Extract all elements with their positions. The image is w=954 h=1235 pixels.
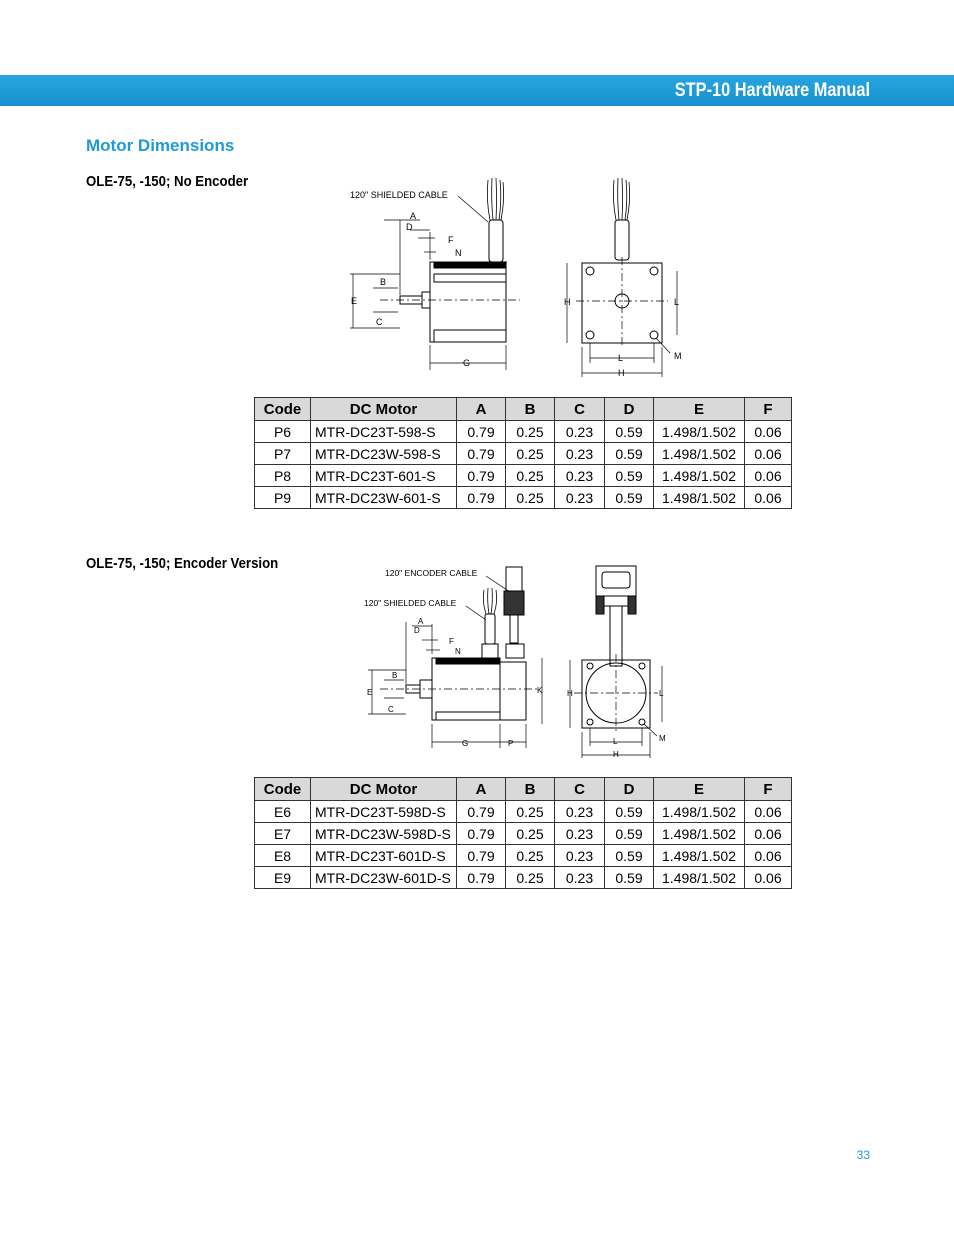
table-header-row (255, 398, 792, 421)
dim2-g-label: G (462, 739, 469, 748)
dim2-a-label: A (418, 617, 424, 626)
cell-b: 0.25 (506, 443, 555, 465)
table-no-encoder (254, 397, 792, 509)
col-header-b: B (506, 778, 555, 801)
dim-m-label: M (674, 351, 682, 361)
cell-dc-motor: MTR-DC23T-601D-S (311, 845, 457, 867)
col-header-c: C (555, 398, 605, 421)
col-header-b: B (506, 398, 555, 421)
drawing1-title: OLE-75, -150; No Encoder (86, 173, 249, 190)
col-header-d: D (605, 398, 654, 421)
cell-f: 0.06 (745, 465, 792, 487)
drawing1-side-view (340, 170, 540, 380)
cell-c: 0.23 (555, 443, 605, 465)
dim2-b-label: B (392, 671, 398, 680)
dim-l-label: L (674, 297, 680, 307)
dim-n-label: N (455, 248, 462, 258)
cell-d: 0.59 (605, 801, 654, 823)
cell-b: 0.25 (506, 465, 555, 487)
col-header-f: F (745, 398, 792, 421)
col-header-a: A (457, 398, 506, 421)
table-row (255, 465, 792, 487)
cell-c: 0.23 (555, 867, 605, 889)
cell-c: 0.23 (555, 487, 605, 509)
cell-dc-motor: MTR-DC23W-601-S (311, 487, 457, 509)
cell-b: 0.25 (506, 867, 555, 889)
col-header-e: E (654, 778, 745, 801)
dim-h-bottom-label: H (618, 368, 625, 378)
cell-f: 0.06 (745, 867, 792, 889)
cell-d: 0.59 (605, 487, 654, 509)
table-row (255, 421, 792, 443)
cell-b: 0.25 (506, 845, 555, 867)
dim2-d-label: D (414, 626, 420, 635)
cell-f: 0.06 (745, 487, 792, 509)
table-row (255, 487, 792, 509)
table-row (255, 801, 792, 823)
table-row (255, 867, 792, 889)
cell-a: 0.79 (457, 443, 506, 465)
cell-code: P7 (255, 443, 311, 465)
col-header-f: F (745, 778, 792, 801)
cell-code: P9 (255, 487, 311, 509)
cell-a: 0.79 (457, 421, 506, 443)
dim-c-label: C (376, 317, 383, 327)
drawing1-cable-label: 120" SHIELDED CABLE (350, 190, 448, 200)
cell-c: 0.23 (555, 845, 605, 867)
cell-f: 0.06 (745, 845, 792, 867)
col-header-c: C (555, 778, 605, 801)
section-title: Motor Dimensions (86, 136, 235, 155)
dim2-f-label: F (449, 637, 454, 646)
cell-a: 0.79 (457, 823, 506, 845)
cell-f: 0.06 (745, 443, 792, 465)
dim-a-label: A (410, 211, 417, 221)
dim-g-label: G (463, 358, 471, 368)
dim-h-label: H (564, 297, 571, 307)
dim2-h-bottom-label: H (613, 750, 619, 759)
cell-a: 0.79 (457, 867, 506, 889)
drawing2-title: OLE-75, -150; Encoder Version (86, 555, 279, 572)
dim-d-label: D (406, 222, 413, 232)
cell-e: 1.498/1.502 (654, 421, 745, 443)
cell-e: 1.498/1.502 (654, 443, 745, 465)
page-number: 33 (856, 1148, 870, 1162)
cell-e: 1.498/1.502 (654, 867, 745, 889)
dim2-l-bottom-label: L (613, 737, 618, 746)
manual-title: STP-10 Hardware Manual (674, 80, 870, 101)
cell-code: E8 (255, 845, 311, 867)
dim-e-label: E (351, 296, 358, 306)
cell-f: 0.06 (745, 421, 792, 443)
cell-code: E6 (255, 801, 311, 823)
cell-b: 0.25 (506, 823, 555, 845)
cell-c: 0.23 (555, 421, 605, 443)
drawing2-cable-label: 120" SHIELDED CABLE (364, 598, 457, 608)
dim2-p-label: P (508, 739, 514, 748)
col-header-code: Code (255, 398, 311, 421)
dim-f-label: F (448, 235, 454, 245)
dim2-k-label: K (537, 686, 543, 695)
dim2-c-label: C (388, 705, 394, 714)
cell-code: E9 (255, 867, 311, 889)
table-row (255, 443, 792, 465)
header-band (0, 75, 954, 106)
dim-l-bottom-label: L (618, 353, 624, 363)
cell-dc-motor: MTR-DC23W-598-S (311, 443, 457, 465)
cell-a: 0.79 (457, 487, 506, 509)
cell-f: 0.06 (745, 801, 792, 823)
col-header-dc-motor: DC Motor (311, 778, 457, 801)
cell-dc-motor: MTR-DC23W-601D-S (311, 867, 457, 889)
cell-code: P8 (255, 465, 311, 487)
cell-e: 1.498/1.502 (654, 845, 745, 867)
encoder-cable-label: 120" ENCODER CABLE (385, 568, 478, 578)
dim2-n-label: N (455, 647, 461, 656)
col-header-d: D (605, 778, 654, 801)
cell-e: 1.498/1.502 (654, 487, 745, 509)
table-encoder (254, 777, 792, 889)
cell-e: 1.498/1.502 (654, 823, 745, 845)
cell-d: 0.59 (605, 845, 654, 867)
cell-e: 1.498/1.502 (654, 801, 745, 823)
drawing2-front-view (560, 562, 685, 762)
cell-b: 0.25 (506, 487, 555, 509)
cell-dc-motor: MTR-DC23T-601-S (311, 465, 457, 487)
cell-d: 0.59 (605, 443, 654, 465)
table-header-row (255, 778, 792, 801)
cell-dc-motor: MTR-DC23W-598D-S (311, 823, 457, 845)
cell-code: P6 (255, 421, 311, 443)
col-header-e: E (654, 398, 745, 421)
col-header-code: Code (255, 778, 311, 801)
cell-code: E7 (255, 823, 311, 845)
cell-f: 0.06 (745, 823, 792, 845)
cell-dc-motor: MTR-DC23T-598D-S (311, 801, 457, 823)
cell-d: 0.59 (605, 823, 654, 845)
dim-b-label: B (380, 277, 387, 287)
cell-c: 0.23 (555, 823, 605, 845)
drawing2-side-view (360, 562, 555, 757)
dim2-h-label: H (567, 689, 573, 698)
table-row (255, 823, 792, 845)
cell-d: 0.59 (605, 867, 654, 889)
col-header-dc-motor: DC Motor (311, 398, 457, 421)
table-row (255, 845, 792, 867)
cell-b: 0.25 (506, 421, 555, 443)
cell-e: 1.498/1.502 (654, 465, 745, 487)
col-header-a: A (457, 778, 506, 801)
drawing1-front-view (560, 175, 690, 380)
cell-dc-motor: MTR-DC23T-598-S (311, 421, 457, 443)
cell-a: 0.79 (457, 801, 506, 823)
dim2-e-label: E (367, 688, 373, 697)
cell-d: 0.59 (605, 465, 654, 487)
cell-d: 0.59 (605, 421, 654, 443)
dim2-m-label: M (659, 734, 666, 743)
dim2-l-label: L (659, 689, 664, 698)
cell-a: 0.79 (457, 465, 506, 487)
cell-b: 0.25 (506, 801, 555, 823)
cell-c: 0.23 (555, 465, 605, 487)
cell-a: 0.79 (457, 845, 506, 867)
cell-c: 0.23 (555, 801, 605, 823)
